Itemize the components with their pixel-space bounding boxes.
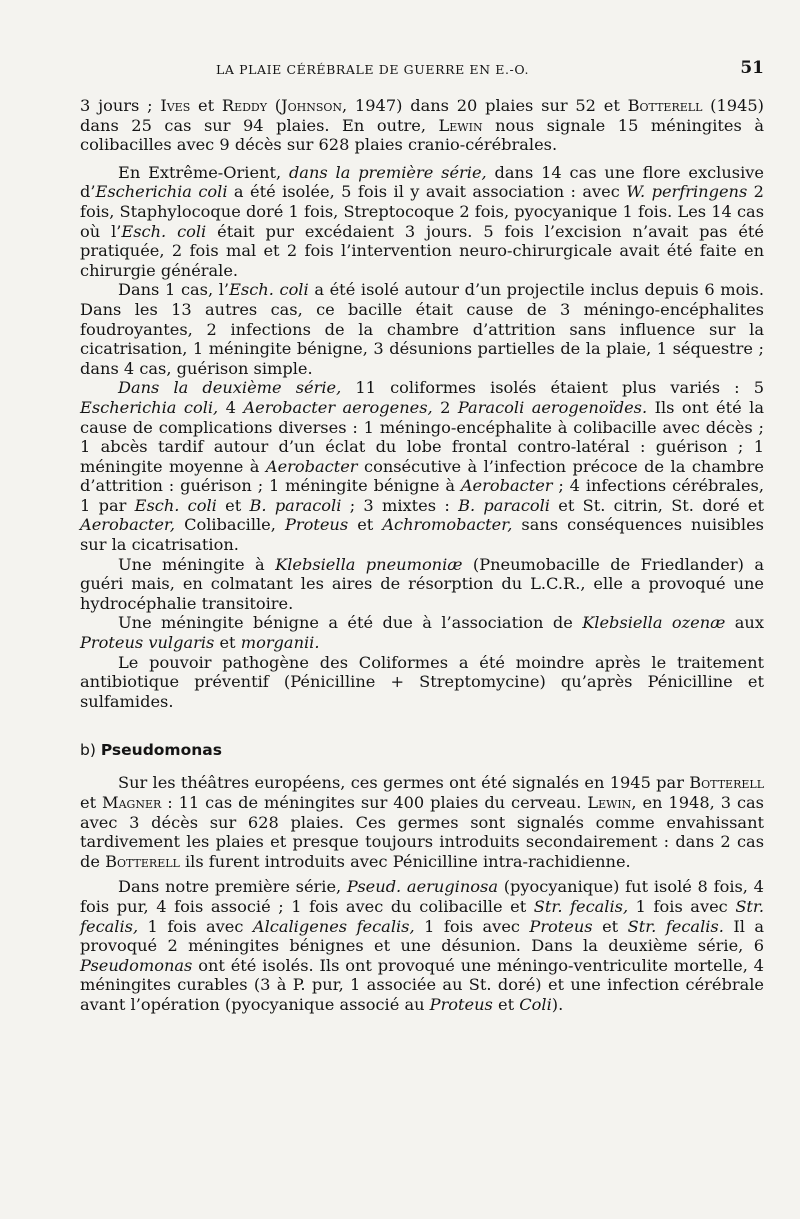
- paragraph: [80, 163, 764, 281]
- italic-term: Klebsiella ozenæ: [582, 613, 726, 633]
- text-run: Il a provoqué 2 méningites bénignes et une désunion. Dans la deuxième série, 6: [80, 916, 765, 956]
- text-run: dans 14 cas une flore exclusive d’: [80, 162, 764, 202]
- italic-term: Pseud. aeruginosa: [346, 877, 498, 897]
- text-run: (Pneumobacille de Friedlander) a guéri mais, en colmatant les aires de résorption du L.C.R., elle a provoqué une hydrocéphalie transitoire.: [80, 554, 764, 613]
- text-run: 2: [432, 397, 458, 417]
- author-name: Ives: [160, 96, 191, 115]
- text-run: et: [592, 916, 628, 936]
- text-run: Une méningite à: [118, 554, 276, 574]
- italic-term: Str. fecalis.: [627, 916, 724, 936]
- text-run: sans conséquences nuisibles sur la cicatrisation.: [80, 515, 764, 555]
- author-name: Reddy: [221, 96, 267, 115]
- author-name: Botterell: [689, 773, 764, 793]
- text-run: , en 1948, 3 cas avec 3 décès sur 628 plaies. Ces germes sont signalés comme envahissant tardivement les plaies et presque toujours introduits secondairement : dans 2 cas de: [80, 793, 764, 871]
- text-run: (pyocyanique) fut isolé 8 fois, 4 fois pur, 4 fois associé ; 1 fois avec du colibacille et: [80, 877, 764, 916]
- italic-term: Aerobacter: [265, 456, 358, 476]
- text-run: et: [492, 994, 520, 1014]
- text-run: 1 fois avec: [414, 916, 530, 936]
- section-heading-pseudomonas: [80, 741, 764, 759]
- italic-term: Str. fecalis,: [80, 896, 765, 936]
- italic-term: Escherichia coli: [95, 182, 228, 202]
- text-run: 4: [218, 397, 244, 417]
- italic-term: Aerobacter,: [80, 515, 176, 535]
- text-run: 3 jours ;: [80, 96, 161, 115]
- italic-term: W. perfringens: [626, 182, 748, 202]
- italic-term: Klebsiella pneumoniæ: [275, 554, 463, 574]
- text-run: Colibacille,: [175, 515, 285, 535]
- author-name: Botterell: [105, 851, 180, 871]
- italic-term: B. paracoli: [458, 495, 550, 515]
- text-run: Ils ont été la cause de complications diverses : 1 méningo-encéphalite à colibacille avec décès ; 1 abcès tardif autour d’un éclat du lobe frontal contro-latéral : guérison ; 1 méningite moyenne à: [80, 397, 764, 476]
- text-run: ; 3 mixtes :: [341, 495, 459, 515]
- text-run: (: [267, 96, 282, 115]
- italic-term: morganii.: [240, 633, 320, 653]
- text-run: ; 4 infections cérébrales, 1 par: [80, 476, 764, 515]
- text-run: consécutive à l’infection précoce de la chambre d’attrition : guérison ; 1 méningite bénigne à: [80, 456, 764, 496]
- text-run: (1945) dans 25 cas sur 94 plaies. En outre,: [80, 96, 764, 135]
- italic-term: Esch. coli: [121, 221, 207, 241]
- body-text-pseudomonas: [80, 773, 764, 1014]
- italic-term: Esch. coli: [134, 495, 217, 515]
- text-run: Dans 1 cas, l’: [118, 280, 230, 300]
- italic-term: Coli: [519, 994, 552, 1014]
- paragraph: [80, 96, 764, 155]
- italic-term: Aerobacter aerogenes,: [243, 397, 433, 417]
- text-run: a été isolée, 5 fois il y avait association : avec: [227, 182, 627, 202]
- author-name: Lewin: [438, 115, 483, 135]
- italic-term: Paracoli aerogenoïdes.: [457, 397, 648, 417]
- italic-term: Alcaligenes fecalis,: [252, 916, 415, 936]
- text-run: Le pouvoir pathogène des Coliformes a été moindre après le traitement antibiotique préventif (Pénicilline + Streptomycine) qu’après Pénicilline et sulfamides.: [80, 652, 764, 711]
- text-run: ils furent introduits avec Pénicilline intra-rachidienne.: [179, 851, 631, 871]
- paragraph: [80, 280, 764, 378]
- italic-term: Achromobacter,: [382, 515, 513, 535]
- italic-term: Dans la deuxième série,: [118, 378, 342, 398]
- italic-term: dans la première série,: [288, 162, 487, 182]
- author-name: Magner: [102, 793, 162, 812]
- italic-term: Proteus: [429, 994, 493, 1014]
- paragraph: [80, 653, 764, 712]
- author-name: Lewin: [587, 793, 632, 812]
- text-run: et: [190, 96, 222, 115]
- paragraph: [80, 613, 764, 652]
- italic-term: Proteus: [284, 515, 349, 535]
- text-run: 11 coliformes isolés étaient plus variés : 5: [341, 378, 764, 398]
- text-run: : 11 cas de méningites sur 400 plaies du cerveau.: [161, 793, 588, 812]
- author-name: Johnson: [281, 96, 342, 115]
- paragraph: [80, 555, 764, 614]
- text-run: Sur les théâtres européens, ces germes ont été signalés en 1945 par: [118, 773, 690, 793]
- text-run: et: [216, 495, 250, 515]
- paragraph: [80, 378, 764, 554]
- text-run: et: [214, 633, 241, 653]
- text-run: a été isolé autour d’un projectile inclus depuis 6 mois. Dans les 13 autres cas, ce bacille était cause de 3 méningo-encéphalites foudroyantes, 2 infections de la chambre d’attrition sans influence sur la cicatrisation, 1 méningite bénigne, 3 désunions partielles de la plaie, 1 séquestre ; dans 4 cas, guérison simple.: [80, 280, 765, 378]
- text-run: 1 fois avec: [138, 916, 253, 936]
- italic-term: Aerobacter: [460, 476, 553, 496]
- text-run: Une méningite bénigne a été due à l’association de: [118, 613, 583, 633]
- text-run: nous signale 15 méningites à colibacilles avec 9 décès sur 628 plaies cranio-cérébrales.: [80, 115, 765, 155]
- body-text-coliformes: [80, 96, 764, 711]
- italic-term: Esch. coli: [229, 280, 309, 300]
- text-run: et: [80, 793, 103, 812]
- paragraph: [80, 773, 764, 871]
- text-run: En Extrême-Orient,: [118, 162, 289, 182]
- text-run: Dans notre première série,: [118, 877, 347, 897]
- italic-term: Proteus: [529, 916, 593, 936]
- italic-term: Str. fecalis,: [533, 896, 629, 916]
- running-title: LA PLAIE CÉRÉBRALE DE GUERRE EN E.-O.: [216, 62, 530, 77]
- text-run: 2 fois, Staphylocoque doré 1 fois, Streptocoque 2 fois, pyocyanique 1 fois. Les 14 cas où l’: [80, 182, 765, 241]
- section-title: Pseudomonas: [100, 741, 222, 760]
- text-run: ).: [551, 994, 564, 1014]
- text-run: et: [348, 515, 383, 535]
- italic-term: Escherichia coli,: [80, 397, 219, 417]
- text-run: aux: [725, 613, 764, 633]
- italic-term: Pseudomonas: [80, 955, 193, 975]
- italic-term: B. paracoli: [249, 495, 342, 515]
- text-run: et St. citrin, St. doré et: [550, 495, 765, 515]
- paragraph: [80, 877, 764, 1014]
- text-run: , 1947) dans 20 plaies sur 52 et: [342, 96, 628, 115]
- author-name: Botterell: [627, 96, 703, 115]
- text-run: était pur excédaient 3 jours. 5 fois l’excision n’avait pas été pratiquée, 2 fois mal et 2 fois l’intervention neuro-chirurgicale avait été faite en chirurgie générale.: [80, 221, 765, 280]
- page-header: [80, 58, 764, 82]
- italic-term: Proteus vulgaris: [80, 633, 215, 653]
- page-number: 51: [740, 58, 764, 78]
- section-label: b): [80, 741, 96, 760]
- text-run: 1 fois avec: [628, 896, 736, 916]
- text-run: ont été isolés. Ils ont provoqué une méningo-ventriculite mortelle, 4 méningites curables (3 à P. pur, 1 associée au St. doré) et une infection cérébrale avant l’opération (pyocyanique associé au: [80, 955, 764, 1014]
